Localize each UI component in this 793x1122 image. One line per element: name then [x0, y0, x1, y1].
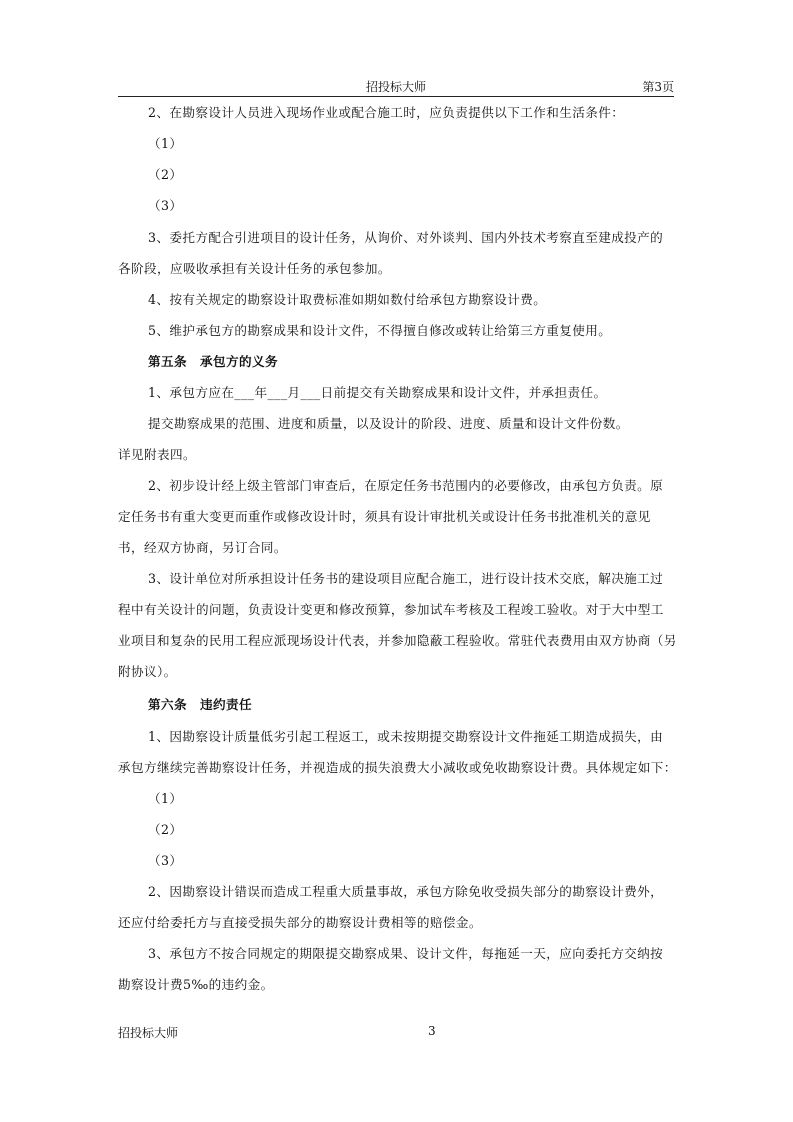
paragraph-line: 定任务书有重大变更而重作或修改设计时，须具有设计审批机关或设计任务书批准机关的意见	[118, 509, 651, 524]
list-item: （3）	[148, 198, 183, 213]
list-item: （1）	[148, 791, 183, 806]
list-item: （3）	[148, 853, 183, 868]
footer-title: 招投标大师	[118, 1026, 179, 1040]
paragraph-line: 1、承包方应在___年___月___日前提交有关勘察成果和设计文件，并承担责任。	[148, 385, 607, 400]
header-title: 招投标大师	[365, 80, 426, 94]
header-page-label: 第3页	[642, 80, 674, 94]
list-item: （1）	[148, 136, 183, 151]
paragraph-line: 3、设计单位对所承担设计任务书的建设项目应配合施工，进行设计技术交底，解决施工过	[148, 571, 664, 586]
paragraph-line: 2、在勘察设计人员进入现场作业或配合施工时，应负责提供以下工作和生活条件：	[148, 105, 625, 120]
paragraph-line: 各阶段，应吸收承担有关设计任务的承包参加。	[118, 261, 391, 276]
paragraph-line: 详见附表四。	[118, 447, 196, 462]
paragraph-line: 5、维护承包方的勘察成果和设计文件，不得擅自修改或转让给第三方重复使用。	[148, 323, 612, 338]
list-item: （2）	[148, 822, 183, 837]
paragraph-line: 附协议）。	[118, 664, 177, 679]
paragraph-line: 书，经双方协商，另订合同。	[118, 540, 287, 555]
paragraph-line: 3、承包方不按合同规定的期限提交勘察成果、设计文件，每拖延一天，应向委托方交纳按	[148, 946, 664, 961]
paragraph-line: 3、委托方配合引进项目的设计任务，从询价、对外谈判、国内外技术考察直至建成投产的	[148, 230, 664, 245]
section-heading: 第五条 承包方的义务	[148, 354, 278, 369]
paragraph-line: 提交勘察成果的范围、进度和质量，以及设计的阶段、进度、质量和设计文件份数。	[148, 416, 629, 431]
list-item: （2）	[148, 167, 183, 182]
paragraph-line: 2、初步设计经上级主管部门审查后，在原定任务书范围内的必要修改，由承包方负责。原	[148, 478, 664, 493]
paragraph-line: 4、按有关规定的勘察设计取费标准如期如数付给承包方勘察设计费。	[148, 292, 547, 307]
paragraph-line: 程中有关设计的问题，负责设计变更和修改预算，参加试车考核及工程竣工验收。对于大中型工	[118, 602, 664, 617]
paragraph-line: 业项目和复杂的民用工程应派现场设计代表，并参加隐蔽工程验收。常驻代表费用由双方协商（另	[118, 633, 677, 648]
paragraph-line: 1、因勘察设计质量低劣引起工程返工，或未按期提交勘察设计文件拖延工期造成损失，由	[148, 729, 664, 744]
paragraph-line: 2、因勘察设计错误而造成工程重大质量事故，承包方除免收受损失部分的勘察设计费外，	[148, 884, 664, 899]
paragraph-line: 还应付给委托方与直接受损失部分的勘察设计费相等的赔偿金。	[118, 915, 482, 930]
footer-page-number: 3	[428, 1024, 436, 1038]
section-heading: 第六条 违约责任	[148, 697, 252, 712]
page-header	[118, 76, 674, 97]
paragraph-line: 承包方继续完善勘察设计任务，并视造成的损失浪费大小减收或免收勘察设计费。具体规定如下：	[118, 760, 677, 775]
paragraph-line: 勘察设计费5‰的违约金。	[118, 977, 274, 992]
